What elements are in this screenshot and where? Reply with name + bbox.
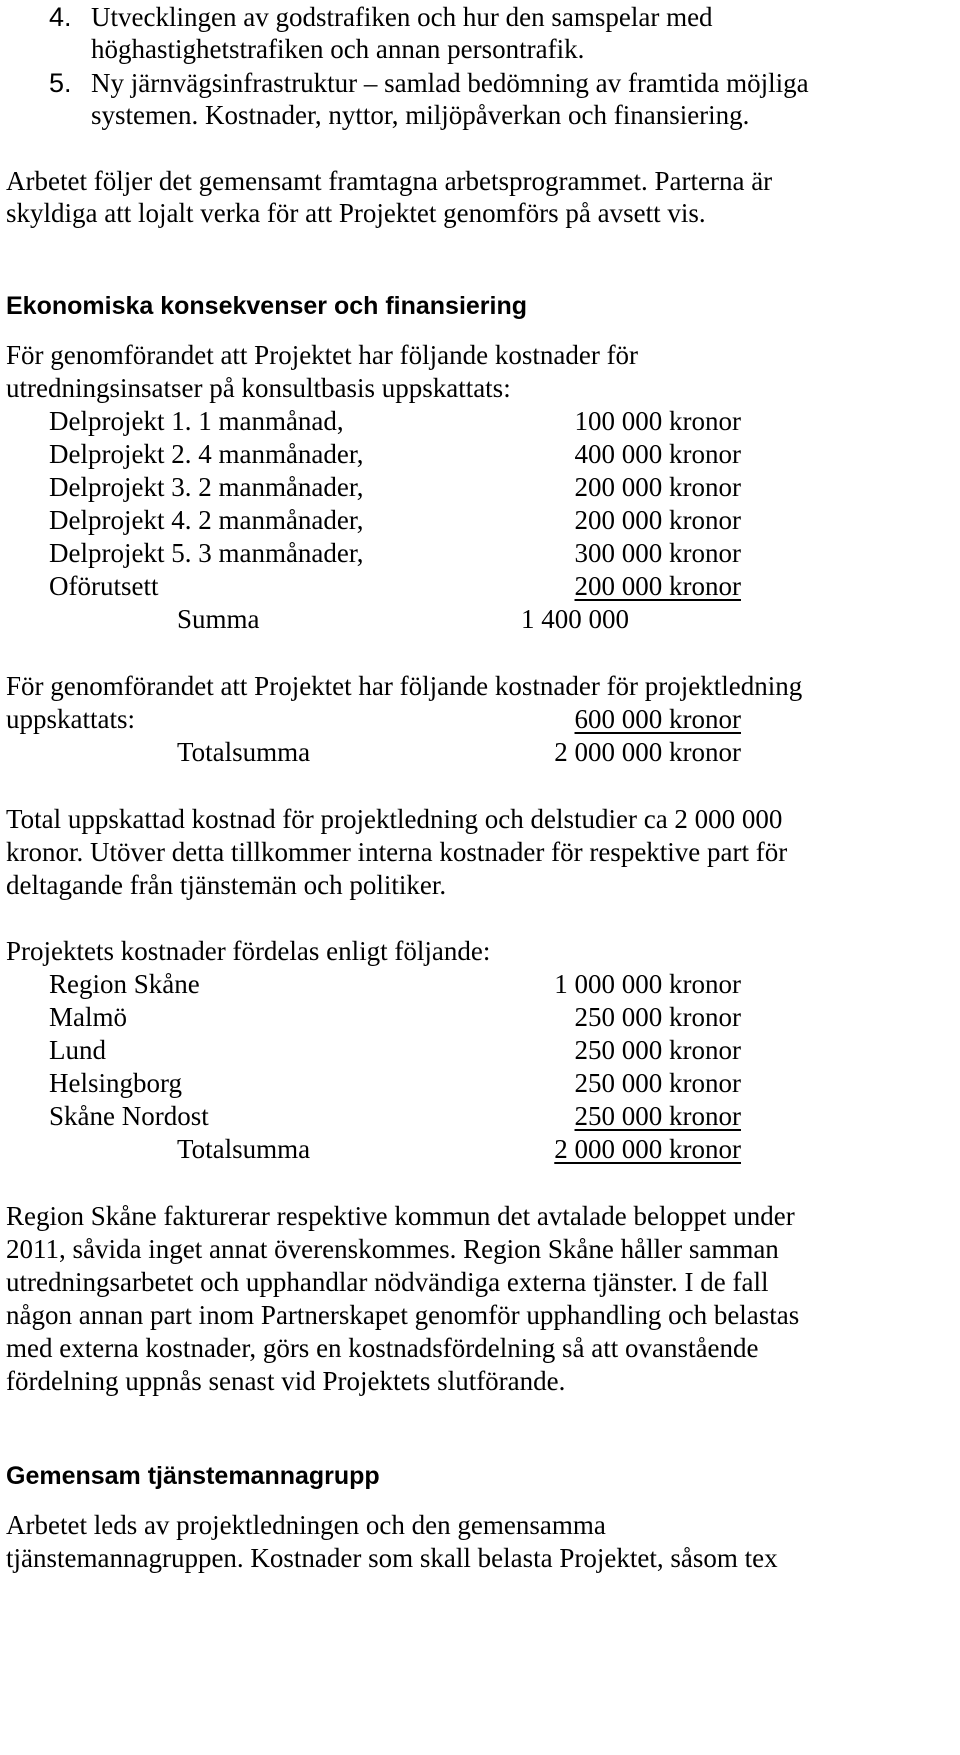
paragraph-line: Arbetet leds av projektledningen och den gemensamma [6, 1510, 606, 1540]
paragraph-line: någon annan part inom Partnerskapet genomför upphandling och belastas [6, 1300, 800, 1330]
cost-row-label: Delprojekt 3. 2 manmånader, [49, 472, 364, 502]
sum-amount: 1 400 000 [521, 604, 629, 634]
paragraph-line: Arbetet följer det gemensamt framtagna arbetsprogrammet. Parterna är [6, 166, 773, 196]
cost-row-amount: 200 000 kronor [574, 472, 741, 502]
cost-row-label: Delprojekt 2. 4 manmånader, [49, 439, 364, 469]
paragraph-line: fördelning uppnås senast vid Projektets slutförande. [6, 1366, 566, 1396]
paragraph-line: deltagande från tjänstemän och politiker. [6, 870, 447, 900]
cost-row-amount: 100 000 kronor [574, 406, 741, 436]
distribution-row-label: Helsingborg [49, 1068, 182, 1098]
distribution-row-amount: 250 000 kronor [574, 1101, 741, 1131]
paragraph-line: För genomförandet att Projektet har följande kostnader för projektledning [6, 671, 803, 701]
list-item-line: systemen. Kostnader, nyttor, miljöpåverkan och finansiering. [91, 100, 750, 130]
list-number: 5. [49, 68, 72, 98]
section-heading-finance: Ekonomiska konsekvenser och finansiering [6, 292, 528, 320]
cost-row-amount: 200 000 kronor [574, 505, 741, 535]
cost-row-amount: 400 000 kronor [574, 439, 741, 469]
paragraph-line: För genomförandet att Projektet har följande kostnader för [6, 340, 639, 370]
list-item-line: Ny järnvägsinfrastruktur – samlad bedömning av framtida möjliga [91, 68, 809, 98]
paragraph-line: utredningsarbetet och upphandlar nödvändiga externa tjänster. I de fall [6, 1267, 769, 1297]
distribution-row-amount: 250 000 kronor [574, 1068, 741, 1098]
mgmt-amount: 600 000 kronor [574, 704, 741, 734]
paragraph-line: 2011, såvida inget annat överenskommes. Region Skåne håller samman [6, 1234, 779, 1264]
paragraph-line: utredningsinsatser på konsultbasis uppskattats: [6, 373, 511, 403]
sum-label: Summa [177, 604, 260, 634]
list-item-line: höghastighetstrafiken och annan persontrafik. [91, 34, 585, 64]
cost-row-label: Oförutsett [49, 571, 159, 601]
section-heading-group: Gemensam tjänstemannagrupp [6, 1462, 380, 1490]
distribution-row-label: Skåne Nordost [49, 1101, 209, 1131]
total-label: Totalsumma [177, 737, 311, 767]
cost-row-amount: 200 000 kronor [574, 571, 741, 601]
distribution-row-label: Lund [49, 1035, 106, 1065]
paragraph-line: Total uppskattad kostnad för projektledning och delstudier ca 2 000 000 [6, 804, 783, 834]
paragraph-line: Region Skåne fakturerar respektive kommun det avtalade beloppet under [6, 1201, 795, 1231]
distribution-row-label: Region Skåne [49, 969, 200, 999]
paragraph-line: med externa kostnader, görs en kostnadsfördelning så att ovanstående [6, 1333, 759, 1363]
distribution-row-amount: 1 000 000 kronor [554, 969, 741, 999]
distribution-row-label: Malmö [49, 1002, 127, 1032]
cost-row-label: Delprojekt 4. 2 manmånader, [49, 505, 364, 535]
total-amount: 2 000 000 kronor [554, 737, 741, 767]
paragraph-line: kronor. Utöver detta tillkommer interna kostnader för respektive part för [6, 837, 788, 867]
distribution-row-amount: 250 000 kronor [574, 1035, 741, 1065]
paragraph-line: skyldiga att lojalt verka för att Projektet genomförs på avsett vis. [6, 198, 706, 228]
mgmt-label: uppskattats: [6, 704, 135, 734]
cost-row-amount: 300 000 kronor [574, 538, 741, 568]
cost-row-label: Delprojekt 1. 1 manmånad, [49, 406, 344, 436]
distribution-row-amount: 250 000 kronor [574, 1002, 741, 1032]
distribution-intro: Projektets kostnader fördelas enligt följande: [6, 936, 491, 966]
list-number: 4. [49, 2, 72, 32]
cost-row-label: Delprojekt 5. 3 manmånader, [49, 538, 364, 568]
distribution-total-amount: 2 000 000 kronor [554, 1134, 741, 1164]
list-item-line: Utvecklingen av godstrafiken och hur den samspelar med [91, 2, 713, 32]
distribution-total-label: Totalsumma [177, 1134, 311, 1164]
paragraph-line: tjänstemannagruppen. Kostnader som skall belasta Projektet, såsom tex [6, 1543, 778, 1573]
